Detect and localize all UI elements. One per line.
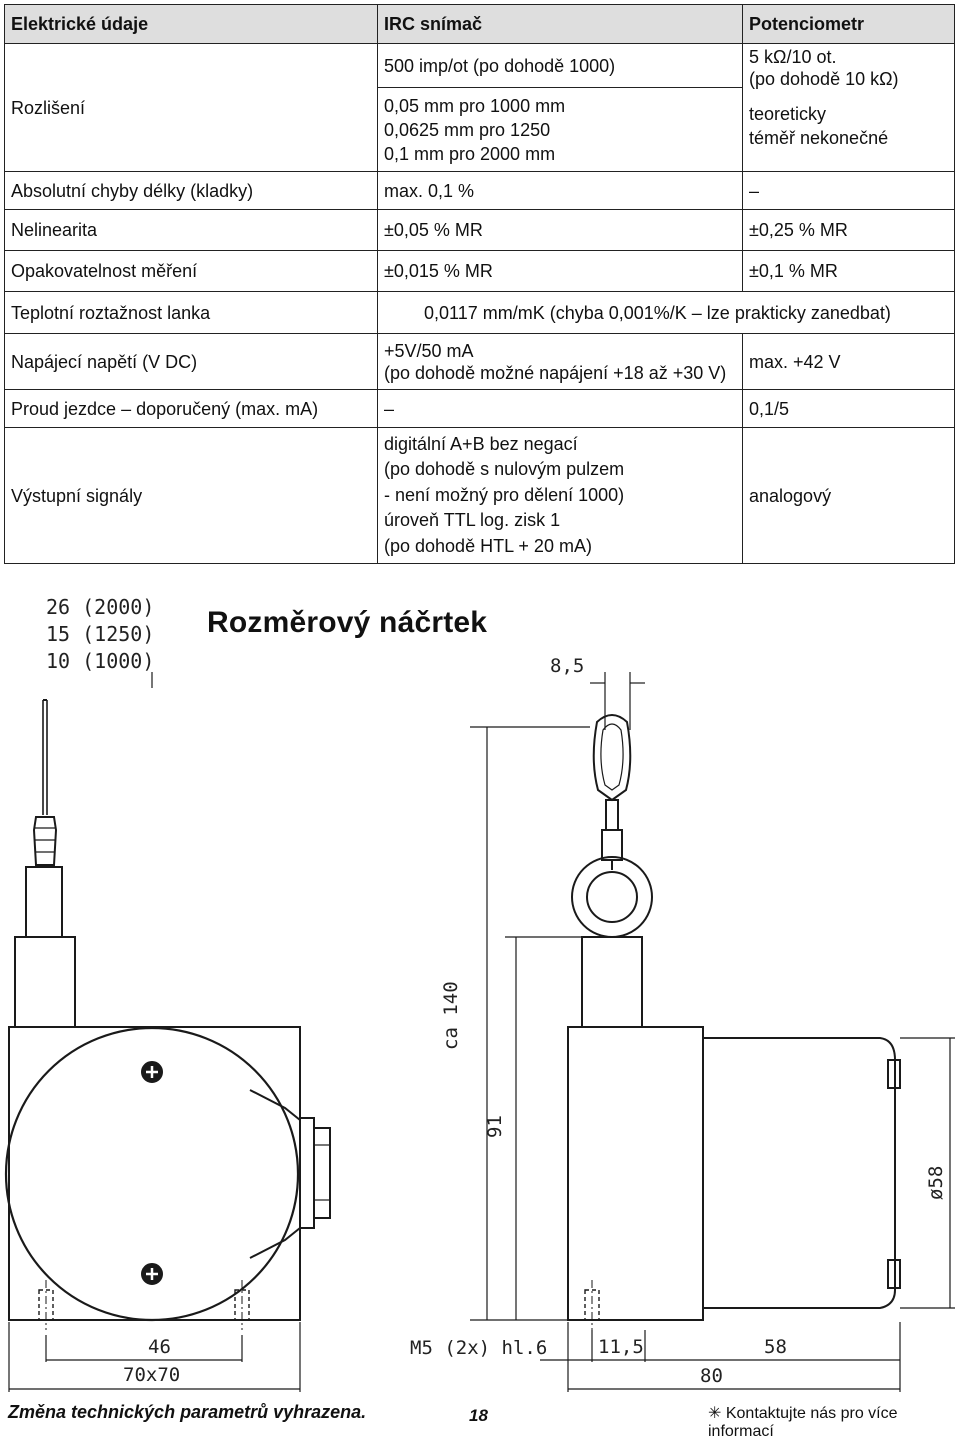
pot-rozliseni-a: 5 kΩ/10 ot. (po dohodě 10 kΩ) [749, 47, 899, 89]
dim-11-5: 11,5 [598, 1336, 644, 1358]
dim-ca140: ca 140 [440, 981, 462, 1050]
row-label-proud: Proud jezdce – doporučený (max. mA) [5, 390, 378, 428]
sketch-title: Rozměrový náčrtek [207, 606, 488, 639]
dim-91: 91 [484, 1115, 506, 1138]
dim-80: 80 [700, 1365, 723, 1387]
cell-teplotni-value: 0,0117 mm/mK (chyba 0,001%/K – lze prakticky zanedbat) [378, 292, 955, 334]
contact-text: Kontaktujte nás pro více informací [708, 1405, 898, 1440]
cell-irc-proud: – [378, 390, 743, 428]
footer-contact [708, 1403, 960, 1441]
header-potentiometer: Potenciometr [743, 5, 955, 44]
cell-irc-opakovatelnost: ±0,015 % MR [378, 251, 743, 292]
cell-irc-rozliseni-a: 500 imp/ot (po dohodě 1000) [378, 44, 743, 88]
cell-irc-vystupni: digitální A+B bez negací (po dohodě s nulovým pulzem - není možný pro dělení 1000) úroveň TTL log. zisk 1 (po dohodě HTL + 20 mA) [378, 428, 743, 564]
footer-note: Změna technických parametrů vyhrazena. [8, 1402, 367, 1422]
cable-label: 15 (1250) [46, 622, 155, 646]
row-label-rozliseni: Rozlišení [5, 44, 378, 172]
header-electrical: Elektrické údaje [5, 5, 378, 44]
cable-label: 26 (2000) [46, 595, 155, 619]
dim-m5: M5 (2x) hl.6 [410, 1337, 548, 1359]
asterisk-icon: ✳ [708, 1405, 722, 1422]
dim-46: 46 [148, 1336, 171, 1358]
cell-irc-napajeci: +5V/50 mA (po dohodě možné napájení +18 až +30 V) [378, 334, 743, 390]
cell-pot-absolutni: – [743, 172, 955, 210]
cell-pot-proud: 0,1/5 [743, 390, 955, 428]
dim-8-5: 8,5 [550, 655, 585, 677]
row-label-teplotni: Teplotní roztažnost lanka [5, 292, 378, 334]
dim-58-diameter: ø58 [925, 1165, 947, 1200]
cell-irc-nelinearita: ±0,05 % MR [378, 210, 743, 251]
cell-pot-nelinearita: ±0,25 % MR [743, 210, 955, 251]
cell-pot-napajeci: max. +42 V [743, 334, 955, 390]
cell-irc-rozliseni-b: 0,05 mm pro 1000 mm 0,0625 mm pro 1250 0,1 mm pro 2000 mm [378, 88, 743, 172]
row-label-napajeci: Napájecí napětí (V DC) [5, 334, 378, 390]
row-label-absolutni: Absolutní chyby délky (kladky) [5, 172, 378, 210]
dim-70x70: 70x70 [123, 1364, 181, 1386]
row-label-vystupni: Výstupní signály [5, 428, 378, 564]
cell-pot-opakovatelnost: ±0,1 % MR [743, 251, 955, 292]
row-label-opakovatelnost: Opakovatelnost měření [5, 251, 378, 292]
cable-label: 10 (1000) [46, 649, 155, 673]
cell-pot-vystupni: analogový [743, 428, 955, 564]
dim-58: 58 [764, 1336, 787, 1358]
pot-rozliseni-b: teoreticky téměř nekonečné [749, 104, 889, 148]
row-label-nelinearita: Nelinearita [5, 210, 378, 251]
cell-irc-absolutni: max. 0,1 % [378, 172, 743, 210]
header-irc: IRC snímač [378, 5, 743, 44]
page-number: 18 [469, 1406, 488, 1425]
